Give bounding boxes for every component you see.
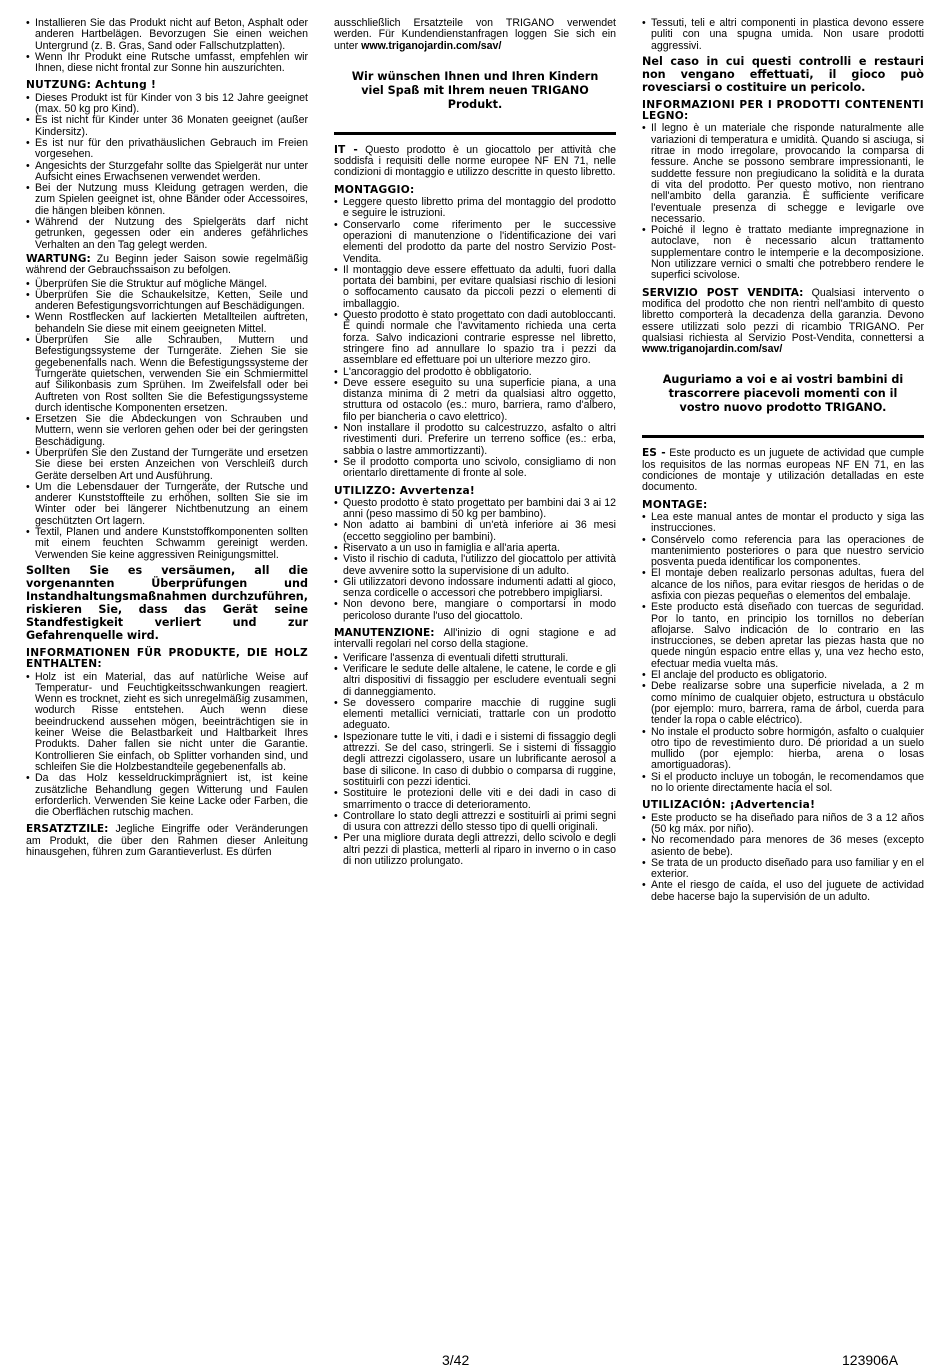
- list-item: • Si el producto incluye un tobogán, le recomendamos que no lo oriente directamente hacia el sol.: [642, 772, 924, 795]
- ersatzteile-paragraph: [26, 824, 308, 858]
- wartung-paragraph: [26, 254, 308, 277]
- list-item: • Visto il rischio di caduta, l'utilizzo del giocattolo per attività deve avvenire sotto la supervisione di un adulto.: [334, 554, 616, 577]
- list-item: • Se il prodotto comporta uno scivolo, consigliamo di non orientarlo direttamente di fronte al sole.: [334, 457, 616, 480]
- legno-list: [642, 123, 924, 281]
- stability-warning: Sollten Sie es versäumen, all die vorgenannten Überprüfungen und Instandhaltungsmaßnahmen durchzuführen, riskieren Sie, dass das Gerät seine Standfestigkeit verliert und zur Gefahrenquelle wird.: [26, 563, 308, 642]
- list-item: • No instale el producto sobre hormigón, asfalto o cualquier otro tipo de revestimiento duro. Dé prioridad a un suelo mullido (por ejemplo: hierba, arena o losas amortiguadoras).: [642, 727, 924, 772]
- list-item: • Questo prodotto è stato progettato per bambini dai 3 ai 12 anni (peso massimo di 50 kg per bambino).: [334, 498, 616, 521]
- list-item: • Ersetzen Sie die Abdeckungen von Schrauben und Muttern, wenn sie verloren gehen oder bei der geringsten Beschädigung.: [26, 414, 308, 448]
- list-item: • Deve essere eseguito su una superficie piana, a una distanza minima di 2 metri da qualsiasi altro oggetto, struttura od ostacolo (es.: muro, barriera, ramo d'albero, filo per biancheria o cavo elettrico).: [334, 378, 616, 423]
- montage-heading: MONTAGE:: [642, 498, 708, 511]
- list-item: • Controllare lo stato degli attrezzi e sostituirli ai primi segni di usura con attrezzi dello stesso tipo di quelli originali.: [334, 811, 616, 834]
- list-item: • Poiché il legno è trattato mediante impregnazione in autoclave, non è necessario alcun trattamento supplementare contro le intemperie e la decomposizione. Non utilizzare vernici o smalti che potrebbero rendere le superfici scivolose.: [642, 225, 924, 281]
- list-item: • Es ist nur für den privathäuslichen Gebrauch im Freien vorgesehen.: [26, 138, 308, 161]
- list-item: • Angesichts der Sturzgefahr sollte das Spielgerät nur unter Aufsicht eines Erwachsenen verwendet werden.: [26, 161, 308, 184]
- manutenzione-list: [334, 653, 616, 868]
- list-item: • Es ist nicht für Kinder unter 36 Monaten geeignet (außer Kindersitz).: [26, 115, 308, 138]
- manutenzione-label: MANUTENZIONE:: [334, 627, 435, 640]
- list-item: • El montaje deben realizarlo personas adultas, fuera del alcance de los niños, para evitar riesgos de heridas o de asfixia con piezas pequeñas o elementos del embalaje.: [642, 568, 924, 602]
- nutzung-list: [26, 93, 308, 251]
- list-item: • No recomendado para menores de 36 meses (excepto asiento de bebe).: [642, 835, 924, 858]
- lang-label-it: IT -: [334, 143, 358, 156]
- utilizacion-list: [642, 813, 924, 903]
- list-item: • Este producto está diseñado con tuercas de seguridad. Por lo tanto, en principio los tornillos no deberían aflojarse. Salvo indicación de lo contrario en las instrucciones, se deben apretar las piezas hasta que no quede ningún espacio entre ellas y, una vez hecho esto, efectuar media vuelta más.: [642, 602, 924, 670]
- list-item: • L'ancoraggio del prodotto è obbligatorio.: [334, 367, 616, 378]
- list-item: • Per una migliore durata degli attrezzi, dello scivolo e degli altri pezzi di plastica, metterli al riparo in inverno o in caso di non utilizzo prolungato.: [334, 833, 616, 867]
- list-item: • Conservarlo come riferimento per le successive operazioni di manutenzione o l'identificazione dei vari elementi del prodotto da parte del nostro Servizio Post-Vendita.: [334, 220, 616, 265]
- list-item: • Se trata de un producto diseñado para uso familiar y en el exterior.: [642, 858, 924, 881]
- list-item: • Leggere questo libretto prima del montaggio del prodotto e seguire le istruzioni.: [334, 197, 616, 220]
- list-item: • Verificare l'assenza di eventuali difetti strutturali.: [334, 653, 616, 664]
- column-italian: [334, 18, 616, 870]
- list-item: • Non devono bere, mangiare o comportarsi in modo pericoloso durante l'uso del giocattolo.: [334, 599, 616, 622]
- list-item: • Verificare le sedute delle altalene, le catene, le corde e gli altri dispositivi di fissaggio per escludere eventuali segni di danneggiamento.: [334, 664, 616, 698]
- list-item: • Non adatto ai bambini di un'età inferiore ai 36 mesi (eccetto seggiolino per bambini).: [334, 520, 616, 543]
- servizio-paragraph: SERVIZIO POST VENDITA: Qualsiasi intervento o modifica del prodotto che non rientri nell'ambito di questo libretto comporterà la decadenza della garanzia. Devono essere utilizzati solo pezzi di ricambio TRIGANO. Per qualsiasi richiesta al Servizio Post-Vendita, connettersi a www.triganojardin.com/sav/: [642, 286, 924, 356]
- list-item: • Überprüfen Sie die Struktur auf mögliche Mängel.: [26, 279, 308, 290]
- list-item: • Riservato a un uso in famiglia e all'aria aperta.: [334, 543, 616, 554]
- servizio-label: SERVIZIO POST VENDITA:: [642, 286, 804, 299]
- montage-list: [642, 512, 924, 794]
- list-item: • Sostituire le protezioni delle viti e dei dadi in caso di smarrimento o tracce di deterioramento.: [334, 788, 616, 811]
- lang-label-es: ES -: [642, 447, 666, 460]
- list-item: • Gli utilizzatori devono indossare indumenti adatti al gioco, senza cordicelle o accessori che potrebbero impigliarsi.: [334, 577, 616, 600]
- list-item: • Ispezionare tutte le viti, i dadi e i sistemi di fissaggio degli attrezzi. Se del caso, stringerli. Se i sistemi di fissaggio degli attrezzi cigolassero, usare un lubrificante aerosol a base di silicone. In caso di dubbio o comparsa di ruggine, sostituirli con pezzi identici.: [334, 732, 616, 788]
- it-intro: IT - Questo prodotto è un giocattolo per attività che soddisfa i requisiti delle norme europee NF EN 71, nelle condizioni di montaggio e utilizzo descritte in questo libretto.: [334, 143, 616, 179]
- list-item: • Textil, Planen und andere Kunststoffkomponenten sollten mit einem feuchten Schwamm gereinigt werden. Verwenden Sie keine aggressiven Reinigungsmittel.: [26, 527, 308, 561]
- utilizacion-heading: UTILIZACIÓN: ¡Advertencia!: [642, 799, 816, 812]
- nutzung-heading: NUTZUNG: Achtung !: [26, 79, 157, 92]
- manutenzione-list-continued: [642, 18, 924, 52]
- column-german: [26, 18, 308, 860]
- ersatzteile-continued: ausschließlich Ersatzteile von TRIGANO verwendet werden. Für Kundendienstanfragen loggen Sie sich ein unter www.triganojardin.com/sav/: [334, 17, 616, 52]
- list-item: • Holz ist ein Material, das auf natürliche Weise auf Temperatur- und Feuchtigkeitsschwankungen reagiert. Wenn es trocknet, zieht es sich unregelmäßig zusammen, wodurch Risse entstehen. Auch wenn diese beeindruckend aussehen mögen, beeinträchtigen sie in keiner Weise die Belastbarkeit und Haltbarkeit Ihres Produkts. Daher fallen sie nicht unter die Garantie. Kontrollieren Sie einfach, ob Splitter vorhanden sind, und schleifen Sie die Holzbestandteile gegebenenfalls ab.: [26, 672, 308, 774]
- list-item: • Tessuti, teli e altri componenti in plastica devono essere puliti con una spugna umida. Non usare prodotti aggressivi.: [642, 18, 924, 52]
- utilizzo-heading: UTILIZZO: Avvertenza!: [334, 484, 476, 497]
- list-item: • Überprüfen Sie die Schaukelsitze, Ketten, Seile und anderen Befestigungsvorrichtungen auf Beschädigungen.: [26, 290, 308, 313]
- holz-heading: INFORMATIONEN FÜR PRODUKTE, DIE HOLZ ENTHALTEN:: [26, 646, 308, 671]
- utilizzo-list: [334, 498, 616, 622]
- wartung-text: Zu Beginn jeder Saison sowie regelmäßig während der Gebrauchssaison zu befolgen.: [26, 252, 308, 277]
- montaggio-heading: MONTAGGIO:: [334, 183, 415, 196]
- section-divider: [334, 132, 616, 135]
- es-intro: ES - Este producto es un juguete de actividad que cumple los requisitos de las normas europeas NF EN 71, en las condiciones de montaje y utilización detalladas en este documento.: [642, 447, 925, 494]
- ersatzteile-label: ERSATZTZILE:: [26, 823, 109, 836]
- wish-de: Wir wünschen Ihnen und Ihren Kindern viel Spaß mit Ihrem neuen TRIGANO Produkt.: [351, 69, 599, 111]
- list-item: • Überprüfen Sie alle Schrauben, Muttern und Befestigungssysteme der Turngeräte. Ziehen Sie sie gegebenenfalls nach. Wenn die Befestigungssysteme der Turngeräte quietschen, verwenden Sie ein Schmiermittel auf Silikonbasis zum Sprühen. Im Zweifelsfall oder bei Auftreten von Rost sollten Sie die Befestigungssysteme durch identische Komponenten ersetzen.: [26, 335, 308, 414]
- list-item: • Um die Lebensdauer der Turngeräte, der Rutsche und anderer Kunststoffteile zu erhöhen, sollten Sie sie im Winter oder bei längerer Nichtbenutzung an einem geschützten Ort lagern.: [26, 482, 308, 527]
- stability-warning-it: Nel caso in cui questi controlli e restauri non vengano effettuati, il gioco può rovesciarsi o costituire un pericolo.: [642, 54, 924, 94]
- list-item: • Da das Holz kesseldruckimprägniert ist, ist keine zusätzliche Behandlung gegen Witterung und Faulen erforderlich. Verwenden Sie keine Lacke oder Farben, die die Oberflächen rutschig machen.: [26, 773, 308, 818]
- list-item: • Il montaggio deve essere effettuato da adulti, fuori dalla portata dei bambini, per evitare qualsiasi rischio di lesioni o soffocamento causato da piccoli pezzi o elementi di imballaggio.: [334, 265, 616, 310]
- sav-link-de[interactable]: www.triganojardin.com/sav/: [361, 39, 502, 52]
- document-code: 123906A: [842, 1352, 899, 1368]
- list-item: • Se dovessero comparire macchie di ruggine sugli elementi metallici verniciati, trattarle con un prodotto adeguato.: [334, 698, 616, 732]
- list-item: • Wenn Ihr Produkt eine Rutsche umfasst, empfehlen wir Ihnen, diese nicht frontal zur Sonne hin auszurichten.: [26, 52, 308, 75]
- page-number: 3/42: [442, 1352, 470, 1368]
- list-item: • Wenn Rostflecken auf lackierten Metallteilen auftreten, behandeln Sie diese mit einem geeigneten Mittel.: [26, 312, 308, 335]
- ersatzteile-text: Jegliche Eingriffe oder Veränderungen am Produkt, die über den Rahmen dieser Anleitung hinausgehen, führen zum Garantieverlust. Es dürfen: [26, 823, 308, 858]
- list-item: • Este producto se ha diseñado para niños de 3 a 12 años (50 kg máx. por niño).: [642, 813, 924, 836]
- list-item: • Consérvelo como referencia para las operaciones de mantenimiento posteriores o para que nuestro servicio posventa pueda identificar los componentes.: [642, 535, 924, 569]
- list-item: • Questo prodotto è stato progettato con dadi autobloccanti. È quindi normale che l'avvitamento richieda una certa forza. Salvo indicazioni contrarie espresse nel libretto, stringere fino ad annullare lo spazio tra i pezzi da assemblare ed effettuare poi un ulteriore mezzo giro.: [334, 310, 616, 366]
- list-item: • Ante el riesgo de caída, el uso del juguete de actividad debe hacerse bajo la supervisión de un adulto.: [642, 880, 924, 903]
- wartung-label: WARTUNG:: [26, 252, 91, 265]
- list-item: • Überprüfen Sie den Zustand der Turngeräte und ersetzen Sie diese bei ersten Anzeichen von Verschleiß durch Geräte derselben Art und Ausführung.: [26, 448, 308, 482]
- wish-it: Auguriamo a voi e ai vostri bambini di trascorrere piacevoli momenti con il vostro nuovo prodotto TRIGANO.: [662, 373, 904, 415]
- list-item: • Non installare il prodotto su calcestruzzo, asfalto o altri rivestimenti duri. Preferire un terreno soffice (es.: erba, sabbia o lastre ammortizzanti).: [334, 423, 616, 457]
- wartung-list: [26, 279, 308, 561]
- list-item: • Il legno è un materiale che risponde naturalmente alle variazioni di temperatura e umidità. Quando si asciuga, si ritrae in modo irregolare, provocando la comparsa di fessure. Anche se possono sembrare impressionanti, le suddette fessure non pregiudicano la solidità e la durata di vita del prodotto. Per questo motivo, non rientrano nell'ambito della garanzia. È sufficiente verificare l'eventuale presenza di schegge e levigarle ove necessario.: [642, 123, 924, 225]
- list-item: • Lea este manual antes de montar el producto y siga las instrucciones.: [642, 512, 924, 535]
- column-spanish: [642, 18, 924, 906]
- list-item: • El anclaje del producto es obligatorio.: [642, 670, 924, 681]
- list-item: • Installieren Sie das Produkt nicht auf Beton, Asphalt oder anderen Hartbelägen. Bevorzugen Sie einen weichen Untergrund (z. B. Gras, Sand oder Fallschutzplatten).: [26, 18, 308, 52]
- list-item: • Debe realizarse sobre una superficie nivelada, a 2 m como mínimo de cualquier objeto, estructura u obstáculo (por ejemplo: muro, barrera, rama de árbol, cuerda para tender la ropa o cable eléctrico).: [642, 681, 924, 726]
- list-item: • Dieses Produkt ist für Kinder von 3 bis 12 Jahre geeignet (max. 50 kg pro Kind).: [26, 93, 308, 116]
- sav-link-it[interactable]: www.triganojardin.com/sav/: [642, 343, 783, 356]
- section-divider: [642, 435, 924, 438]
- installation-list: [26, 18, 308, 74]
- holz-list: [26, 672, 308, 819]
- legno-heading: INFORMAZIONI PER I PRODOTTI CONTENENTI LEGNO:: [642, 98, 924, 123]
- list-item: • Während der Nutzung des Spielgeräts darf nicht getrunken, gegessen oder ein anderes gefährliches Verhalten an den Tag gelegt werden.: [26, 217, 308, 251]
- manutenzione-paragraph: MANUTENZIONE: All'inizio di ogni stagione e ad intervalli regolari nel corso della stagione.: [334, 627, 616, 651]
- list-item: • Bei der Nutzung muss Kleidung getragen werden, die zum Spielen geeignet ist, ohne Bänder oder Accessoires, die hängen bleiben können.: [26, 183, 308, 217]
- montaggio-list: [334, 197, 616, 479]
